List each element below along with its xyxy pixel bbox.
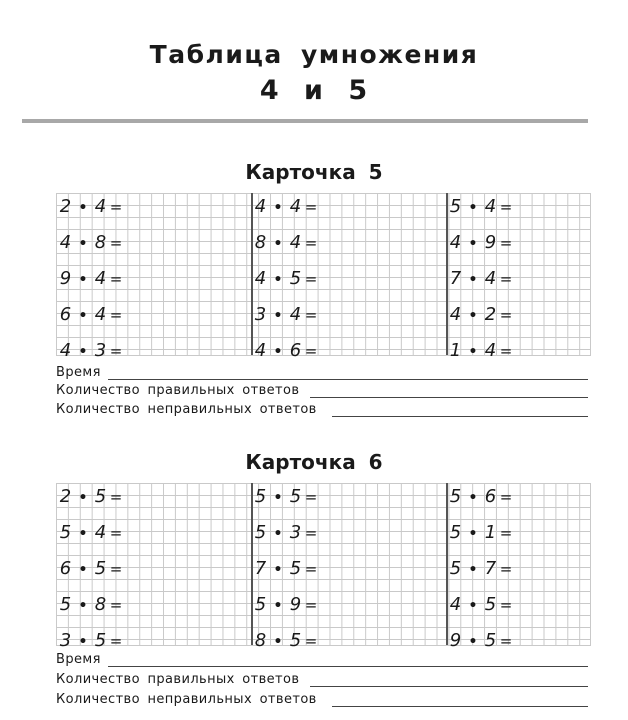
multiply-sign: • (78, 598, 88, 614)
factor-b: 6 (289, 340, 302, 361)
factor-b: 4 (289, 232, 302, 253)
multiply-sign: • (468, 236, 478, 252)
column-divider (446, 483, 448, 645)
factor-b: 5 (94, 558, 107, 579)
correct-count-line[interactable] (310, 397, 588, 398)
wrong-count-line[interactable] (332, 416, 588, 417)
multiplication-exercise (59, 560, 125, 579)
factor-b: 6 (484, 486, 497, 507)
multiplication-exercise (59, 632, 125, 651)
factor-a: 4 (254, 268, 267, 289)
equals-sign: = (304, 234, 318, 252)
multiply-sign: • (273, 272, 283, 288)
factor-a: 4 (254, 340, 267, 361)
multiply-sign: • (78, 526, 88, 542)
equals-sign: = (109, 198, 123, 216)
factor-b: 3 (94, 340, 107, 361)
factor-a: 5 (59, 594, 72, 615)
multiply-sign: • (78, 562, 88, 578)
factor-a: 6 (59, 558, 72, 579)
header-divider (22, 119, 588, 123)
multiply-sign: • (78, 634, 88, 650)
factor-a: 9 (59, 268, 72, 289)
multiplication-exercise (449, 234, 515, 253)
multiply-sign: • (468, 272, 478, 288)
exercise-grid (56, 193, 591, 361)
factor-a: 5 (449, 196, 462, 217)
wrong-count-label: Количество неправильных ответов (56, 692, 317, 707)
multiplication-exercise (449, 306, 515, 325)
correct-count-line[interactable] (310, 686, 588, 687)
multiply-sign: • (468, 598, 478, 614)
factor-b: 5 (289, 268, 302, 289)
factor-b: 5 (289, 486, 302, 507)
factor-a: 3 (254, 304, 267, 325)
factor-a: 2 (59, 486, 72, 507)
factor-b: 4 (289, 196, 302, 217)
multiplication-exercise (449, 596, 515, 615)
multiply-sign: • (78, 200, 88, 216)
multiplication-exercise (254, 234, 320, 253)
factor-b: 8 (94, 232, 107, 253)
multiply-sign: • (78, 344, 88, 360)
multiplication-exercise (59, 488, 125, 507)
equals-sign: = (499, 632, 513, 650)
time-label: Время (56, 652, 101, 667)
multiply-sign: • (468, 562, 478, 578)
time-answer-line[interactable] (108, 379, 588, 380)
multiplication-exercise (59, 524, 125, 543)
equals-sign: = (109, 342, 123, 360)
factor-b: 4 (484, 268, 497, 289)
equals-sign: = (304, 560, 318, 578)
equals-sign: = (304, 596, 318, 614)
multiply-sign: • (468, 634, 478, 650)
factor-a: 4 (449, 594, 462, 615)
factor-b: 1 (484, 522, 497, 543)
factor-a: 4 (449, 304, 462, 325)
exercise-grid (56, 483, 591, 651)
wrong-count-line[interactable] (332, 706, 588, 707)
factor-a: 5 (449, 486, 462, 507)
column-divider (251, 193, 253, 355)
time-label: Время (56, 365, 101, 380)
factor-a: 4 (59, 340, 72, 361)
factor-a: 9 (449, 630, 462, 651)
factor-b: 8 (94, 594, 107, 615)
factor-a: 5 (254, 594, 267, 615)
multiply-sign: • (78, 308, 88, 324)
multiplication-exercise (254, 560, 320, 579)
equals-sign: = (304, 488, 318, 506)
multiply-sign: • (273, 200, 283, 216)
factor-a: 5 (449, 558, 462, 579)
column-divider (446, 193, 448, 355)
multiplication-exercise (449, 342, 515, 361)
factor-b: 5 (484, 630, 497, 651)
equals-sign: = (499, 488, 513, 506)
factor-a: 8 (254, 630, 267, 651)
multiplication-exercise (59, 306, 125, 325)
factor-a: 5 (254, 486, 267, 507)
multiply-sign: • (78, 272, 88, 288)
factor-a: 4 (449, 232, 462, 253)
multiplication-exercise (254, 596, 320, 615)
multiplication-exercise (449, 524, 515, 543)
multiply-sign: • (273, 236, 283, 252)
equals-sign: = (304, 524, 318, 542)
multiplication-exercise (254, 524, 320, 543)
equals-sign: = (109, 488, 123, 506)
factor-b: 4 (484, 340, 497, 361)
equals-sign: = (109, 270, 123, 288)
factor-a: 7 (254, 558, 267, 579)
page-subtitle: 4 и 5 (259, 75, 369, 106)
multiplication-exercise (254, 488, 320, 507)
equals-sign: = (109, 632, 123, 650)
multiplication-exercise (449, 198, 515, 217)
column-divider (251, 483, 253, 645)
equals-sign: = (109, 234, 123, 252)
multiplication-exercise (254, 306, 320, 325)
multiply-sign: • (78, 236, 88, 252)
equals-sign: = (304, 342, 318, 360)
equals-sign: = (499, 560, 513, 578)
factor-b: 2 (484, 304, 497, 325)
factor-a: 2 (59, 196, 72, 217)
factor-b: 5 (289, 558, 302, 579)
multiply-sign: • (468, 308, 478, 324)
multiply-sign: • (273, 562, 283, 578)
multiply-sign: • (78, 490, 88, 506)
factor-a: 6 (59, 304, 72, 325)
factor-a: 5 (449, 522, 462, 543)
page-title: Таблица умножения (149, 40, 479, 69)
factor-a: 5 (59, 522, 72, 543)
equals-sign: = (499, 270, 513, 288)
factor-b: 4 (289, 304, 302, 325)
card-title: Карточка 6 (245, 450, 383, 474)
multiply-sign: • (273, 490, 283, 506)
correct-count-label: Количество правильных ответов (56, 672, 300, 687)
wrong-count-label: Количество неправильных ответов (56, 402, 317, 417)
factor-b: 4 (94, 522, 107, 543)
factor-a: 1 (449, 340, 462, 361)
factor-a: 8 (254, 232, 267, 253)
equals-sign: = (304, 270, 318, 288)
multiply-sign: • (273, 344, 283, 360)
multiplication-exercise (254, 632, 320, 651)
factor-b: 9 (289, 594, 302, 615)
factor-b: 4 (94, 196, 107, 217)
equals-sign: = (109, 524, 123, 542)
equals-sign: = (304, 306, 318, 324)
correct-count-label: Количество правильных ответов (56, 383, 300, 398)
multiply-sign: • (468, 344, 478, 360)
multiply-sign: • (468, 490, 478, 506)
factor-b: 4 (484, 196, 497, 217)
equals-sign: = (109, 560, 123, 578)
factor-b: 5 (94, 486, 107, 507)
equals-sign: = (499, 596, 513, 614)
factor-b: 4 (94, 268, 107, 289)
equals-sign: = (499, 306, 513, 324)
equals-sign: = (499, 524, 513, 542)
equals-sign: = (499, 342, 513, 360)
factor-a: 7 (449, 268, 462, 289)
multiply-sign: • (273, 634, 283, 650)
multiplication-exercise (254, 270, 320, 289)
multiplication-exercise (449, 488, 515, 507)
card-title: Карточка 5 (245, 160, 383, 184)
time-answer-line[interactable] (108, 666, 588, 667)
multiplication-exercise (449, 270, 515, 289)
factor-b: 9 (484, 232, 497, 253)
multiplication-exercise (254, 198, 320, 217)
multiplication-exercise (449, 560, 515, 579)
multiplication-exercise (59, 270, 125, 289)
factor-b: 5 (289, 630, 302, 651)
factor-b: 5 (94, 630, 107, 651)
equals-sign: = (304, 198, 318, 216)
equals-sign: = (499, 234, 513, 252)
factor-a: 5 (254, 522, 267, 543)
multiplication-exercise (449, 632, 515, 651)
multiplication-exercise (59, 198, 125, 217)
factor-a: 3 (59, 630, 72, 651)
factor-b: 3 (289, 522, 302, 543)
factor-b: 5 (484, 594, 497, 615)
multiplication-exercise (254, 342, 320, 361)
factor-a: 4 (59, 232, 72, 253)
multiplication-exercise (59, 596, 125, 615)
equals-sign: = (109, 596, 123, 614)
multiply-sign: • (468, 200, 478, 216)
multiply-sign: • (468, 526, 478, 542)
factor-b: 7 (484, 558, 497, 579)
multiplication-exercise (59, 342, 125, 361)
multiply-sign: • (273, 598, 283, 614)
factor-b: 4 (94, 304, 107, 325)
multiply-sign: • (273, 526, 283, 542)
equals-sign: = (304, 632, 318, 650)
equals-sign: = (109, 306, 123, 324)
equals-sign: = (499, 198, 513, 216)
multiply-sign: • (273, 308, 283, 324)
factor-a: 4 (254, 196, 267, 217)
multiplication-exercise (59, 234, 125, 253)
